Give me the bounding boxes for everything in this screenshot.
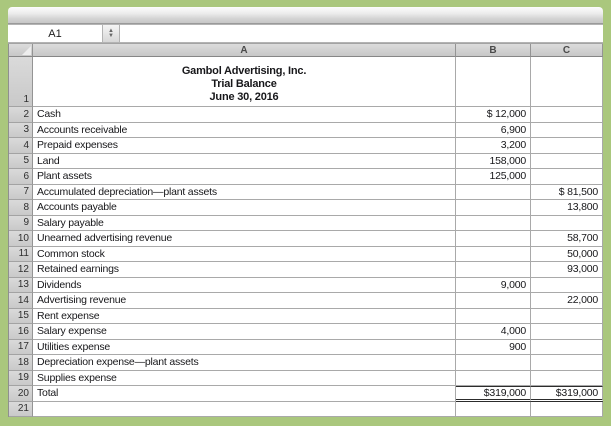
- cell-A4[interactable]: Prepaid expenses: [33, 138, 456, 154]
- name-box-stepper[interactable]: [103, 24, 120, 43]
- row-header-1[interactable]: 1: [9, 57, 33, 107]
- row-header-9[interactable]: 9: [9, 216, 33, 232]
- cell-C1[interactable]: [531, 57, 603, 107]
- cell-C8[interactable]: 13,800: [531, 200, 603, 216]
- cell-A5[interactable]: Land: [33, 154, 456, 170]
- row-header-6[interactable]: 6: [9, 169, 33, 185]
- cell-A17[interactable]: Utilities expense: [33, 340, 456, 356]
- cell-B15[interactable]: [456, 309, 531, 325]
- row-header-16[interactable]: 16: [9, 324, 33, 340]
- formula-bar: [8, 24, 603, 44]
- cell-C18[interactable]: [531, 355, 603, 371]
- cell-B3[interactable]: 6,900: [456, 123, 531, 139]
- cell-C3[interactable]: [531, 123, 603, 139]
- cell-C19[interactable]: [531, 371, 603, 387]
- row-header-5[interactable]: 5: [9, 154, 33, 170]
- cell-C12[interactable]: 93,000: [531, 262, 603, 278]
- cell-B14[interactable]: [456, 293, 531, 309]
- formula-input[interactable]: [120, 24, 603, 43]
- cell-B1[interactable]: [456, 57, 531, 107]
- row-header-2[interactable]: 2: [9, 107, 33, 123]
- row-header-18[interactable]: 18: [9, 355, 33, 371]
- cell-A7[interactable]: Accumulated depreciation—plant assets: [33, 185, 456, 201]
- cell-B9[interactable]: [456, 216, 531, 232]
- cell-B17[interactable]: 900: [456, 340, 531, 356]
- cell-C10[interactable]: 58,700: [531, 231, 603, 247]
- cell-A9[interactable]: Salary payable: [33, 216, 456, 232]
- cell-C11[interactable]: 50,000: [531, 247, 603, 263]
- row-header-12[interactable]: 12: [9, 262, 33, 278]
- cell-A1-title[interactable]: [33, 57, 456, 107]
- cell-A6[interactable]: Plant assets: [33, 169, 456, 185]
- cell-A19[interactable]: Supplies expense: [33, 371, 456, 387]
- cell-B20[interactable]: $319,000: [456, 386, 531, 402]
- cell-A16[interactable]: Salary expense: [33, 324, 456, 340]
- cell-A8[interactable]: Accounts payable: [33, 200, 456, 216]
- cell-C9[interactable]: [531, 216, 603, 232]
- row-header-21[interactable]: 21: [9, 402, 33, 418]
- row-header-19[interactable]: 19: [9, 371, 33, 387]
- row-header-14[interactable]: 14: [9, 293, 33, 309]
- column-header-C[interactable]: C: [531, 44, 603, 57]
- cell-C20[interactable]: $319,000: [531, 386, 603, 402]
- cell-A20[interactable]: Total: [33, 386, 456, 402]
- spreadsheet-grid: [8, 44, 603, 417]
- cell-C2[interactable]: [531, 107, 603, 123]
- cell-B2[interactable]: $ 12,000: [456, 107, 531, 123]
- stepper-down-icon: ▼: [108, 32, 114, 39]
- cell-A13[interactable]: Dividends: [33, 278, 456, 294]
- row-header-17[interactable]: 17: [9, 340, 33, 356]
- title-line-3: June 30, 2016: [209, 91, 279, 103]
- cell-A21[interactable]: [33, 402, 456, 418]
- cell-B7[interactable]: [456, 185, 531, 201]
- toolbar-strip: [8, 7, 603, 24]
- cell-B19[interactable]: [456, 371, 531, 387]
- cell-C6[interactable]: [531, 169, 603, 185]
- row-header-15[interactable]: 15: [9, 309, 33, 325]
- row-header-8[interactable]: 8: [9, 200, 33, 216]
- cell-A15[interactable]: Rent expense: [33, 309, 456, 325]
- row-header-7[interactable]: 7: [9, 185, 33, 201]
- cell-A12[interactable]: Retained earnings: [33, 262, 456, 278]
- cell-reference-box[interactable]: A1: [8, 24, 103, 43]
- stepper-up-icon: ▲: [108, 27, 114, 34]
- cell-C14[interactable]: 22,000: [531, 293, 603, 309]
- cell-A2[interactable]: Cash: [33, 107, 456, 123]
- row-header-3[interactable]: 3: [9, 123, 33, 139]
- cell-C15[interactable]: [531, 309, 603, 325]
- cell-B6[interactable]: 125,000: [456, 169, 531, 185]
- cell-B4[interactable]: 3,200: [456, 138, 531, 154]
- cell-C5[interactable]: [531, 154, 603, 170]
- cell-B10[interactable]: [456, 231, 531, 247]
- cell-C17[interactable]: [531, 340, 603, 356]
- column-header-A[interactable]: A: [33, 44, 456, 57]
- cell-B21[interactable]: [456, 402, 531, 418]
- cell-C21[interactable]: [531, 402, 603, 418]
- column-header-B[interactable]: B: [456, 44, 531, 57]
- title-line-2: Trial Balance: [211, 78, 277, 90]
- cell-A3[interactable]: Accounts receivable: [33, 123, 456, 139]
- cell-C13[interactable]: [531, 278, 603, 294]
- cell-C16[interactable]: [531, 324, 603, 340]
- cell-B16[interactable]: 4,000: [456, 324, 531, 340]
- title-line-1: Gambol Advertising, Inc.: [181, 65, 307, 77]
- row-header-10[interactable]: 10: [9, 231, 33, 247]
- row-header-11[interactable]: 11: [9, 247, 33, 263]
- cell-A11[interactable]: Common stock: [33, 247, 456, 263]
- cell-A10[interactable]: Unearned advertising revenue: [33, 231, 456, 247]
- cell-C7[interactable]: $ 81,500: [531, 185, 603, 201]
- select-all-triangle-icon: [22, 46, 31, 55]
- row-header-13[interactable]: 13: [9, 278, 33, 294]
- cell-B11[interactable]: [456, 247, 531, 263]
- cell-B18[interactable]: [456, 355, 531, 371]
- cell-B5[interactable]: 158,000: [456, 154, 531, 170]
- cell-B13[interactable]: 9,000: [456, 278, 531, 294]
- row-header-20[interactable]: 20: [9, 386, 33, 402]
- cell-B12[interactable]: [456, 262, 531, 278]
- row-header-4[interactable]: 4: [9, 138, 33, 154]
- cell-A18[interactable]: Depreciation expense—plant assets: [33, 355, 456, 371]
- cell-C4[interactable]: [531, 138, 603, 154]
- cell-A14[interactable]: Advertising revenue: [33, 293, 456, 309]
- cell-B8[interactable]: [456, 200, 531, 216]
- select-all-corner[interactable]: [9, 44, 33, 57]
